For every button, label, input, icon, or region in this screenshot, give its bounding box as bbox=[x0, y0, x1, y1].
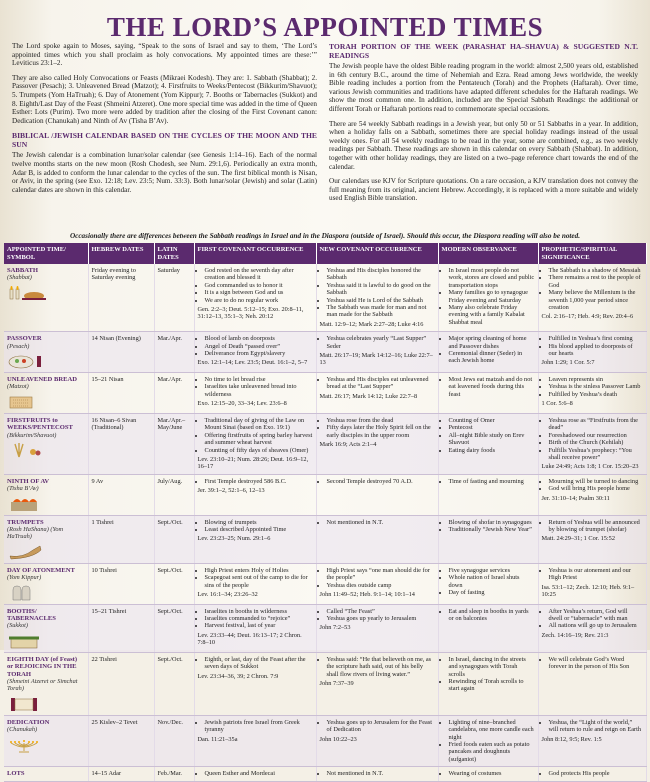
hebrew-date-cell: 15–21 Tishrei bbox=[88, 604, 154, 652]
list-item: • Not mentioned in N.T. bbox=[327, 519, 435, 526]
first-covenant-list bbox=[198, 335, 313, 357]
prophetic-cell bbox=[538, 563, 646, 604]
scripture-reference: Lev. 16:1–34; 23:26–32 bbox=[197, 590, 258, 598]
list-item: • Many families go to synagogue Friday evening and Saturday bbox=[449, 289, 535, 304]
list-item: • Scapegoat sent out of the camp to die for sins of the people bbox=[205, 574, 313, 589]
latin-date-cell: Sept./Oct. bbox=[154, 515, 194, 563]
latin-date-cell: Sept./Oct. bbox=[154, 604, 194, 652]
scripture-reference: Jer. 39:1–2, 52:1–6, 12–13 bbox=[197, 487, 265, 495]
latin-date-cell: Mar./Apr.– May/June bbox=[154, 413, 194, 474]
list-item: • Least described Appointed Time bbox=[205, 526, 313, 533]
feast-hebrew-name: (Yom Kippur) bbox=[7, 574, 42, 582]
latin-date-cell: Feb./Mar. bbox=[154, 767, 194, 781]
prophetic-list bbox=[542, 608, 643, 630]
first-covenant-cell bbox=[194, 715, 316, 766]
list-item: • We are to do no regular work bbox=[205, 297, 313, 304]
scripture-reference: Exo. 12:1–14; Lev. 23:5; Deut. 16:1–2, 5–7 bbox=[197, 359, 308, 367]
list-item: • Second Temple destroyed 70 A.D. bbox=[327, 478, 435, 485]
scripture-reference: Lev. 23:23–25; Num. 29:1–6 bbox=[197, 535, 271, 543]
list-item: • Blowing of trumpets bbox=[205, 519, 313, 526]
feast-name: UNLEAVENED BREAD bbox=[7, 376, 78, 384]
list-item: • Jewish patriots free Israel from Greek tyranny bbox=[205, 719, 313, 734]
list-item: • Eating dairy foods bbox=[449, 447, 535, 454]
new-covenant-list bbox=[320, 608, 435, 623]
scripture-reference: Zech. 14:16–19; Rev. 21:3 bbox=[541, 631, 609, 639]
header-first-covenant: FIRST COVENANT OCCURRENCE bbox=[194, 243, 316, 264]
list-item: • Yeshua is the sinless Passover Lamb bbox=[549, 383, 643, 390]
list-item: • Queen Esther and Mordecai bbox=[205, 770, 313, 777]
list-item: • All nations will go up to Jerusalem bbox=[549, 622, 643, 629]
first-covenant-cell bbox=[194, 652, 316, 715]
first-covenant-cell bbox=[194, 332, 316, 373]
list-item: • Fried foods eaten such as potato pancakes and doughnuts (sufganiot) bbox=[449, 741, 535, 763]
modern-observance-list bbox=[442, 519, 535, 534]
modern-observance-list bbox=[442, 335, 535, 365]
new-covenant-list bbox=[320, 267, 435, 319]
appointed-time-cell bbox=[4, 515, 88, 563]
list-item: • Blowing of shofar in synagogues bbox=[449, 519, 535, 526]
first-covenant-list bbox=[198, 519, 313, 534]
first-covenant-list bbox=[198, 719, 313, 734]
first-covenant-list bbox=[198, 656, 313, 671]
prophetic-cell bbox=[538, 373, 646, 414]
sabbath-readings-paragraph: There are 54 weekly Sabbath readings in a Jewish year, but only 50 or 51 Sabbaths in a year. In addition, when a holiday falls on a Sabbath, sometimes there are special holiday readings instead of the usual weekly ones. For all 54 weekly readings to be read in the year, some are combined, e.g., as two weekly readings per Sabbath. These readings are shown in this calendar on every Sabbath (Shabbat). In addition, together with other holiday readings, they are listed on a two–page reference chart towards the end of the calendar. bbox=[329, 119, 638, 171]
prophetic-cell bbox=[538, 332, 646, 373]
new-covenant-cell bbox=[316, 767, 438, 781]
scripture-reference: John 8:12, 9:5; Rev. 1:5 bbox=[541, 735, 602, 743]
latin-date-cell: Nov./Dec. bbox=[154, 715, 194, 766]
scripture-reference: Jer. 31:10–14; Psalm 30:11 bbox=[541, 494, 610, 502]
modern-observance-list bbox=[442, 719, 535, 763]
intro-right-column bbox=[329, 42, 638, 209]
list-item: • Ceremonial dinner (Seder) in each Jewish home bbox=[449, 350, 535, 365]
matzah-icon bbox=[7, 394, 85, 410]
appointed-time-cell bbox=[4, 264, 88, 332]
prophetic-cell bbox=[538, 474, 646, 515]
table-row bbox=[4, 413, 646, 474]
list-item: • It is a sign between God and us bbox=[205, 289, 313, 296]
new-covenant-list bbox=[320, 519, 435, 526]
prophetic-cell bbox=[538, 767, 646, 781]
new-covenant-cell bbox=[316, 474, 438, 515]
hebrew-date-cell: 25 Kislev–2 Tevet bbox=[88, 715, 154, 766]
table-row bbox=[4, 332, 646, 373]
new-covenant-cell bbox=[316, 264, 438, 332]
intro-scripture-paragraph: The Lord spoke again to Moses, saying, “Speak to the sons of Israel and say to them, ‘The Lord’s appointed times which you shall proclaim as holy convocations. My appointed times are these:’” Leviticus 23:1–2. bbox=[12, 42, 317, 68]
list-item: • In Israel most people do not work, stores are closed and public transportation stops bbox=[449, 267, 535, 289]
torah-portion-paragraph: The Jewish people have the oldest Bible reading program in the world: almost 2,500 years old, established in 6th century B.C., around the time of Nehemiah and Ezra. Read among Jews worldwide, the weekly Bible reading includes a portion from the Pentateuch (Torah) and the Prophets (Haftarah). Over time, various Jewish communities and traditions have adapted different schedules for the Haftarah readings. We show the most common one. In addition, included are the Special Sabbath Readings: the additional or different Torah or Haftarah portions read to commemorate special occasions. bbox=[329, 62, 638, 113]
list-item: • Leaven represents sin bbox=[549, 376, 643, 383]
new-covenant-list bbox=[320, 376, 435, 391]
first-covenant-cell bbox=[194, 413, 316, 474]
feast-name: EIGHTH DAY (of Feast) or REJOICING IN THE TORAH bbox=[7, 655, 78, 678]
list-item: • There remains a rest to the people of God bbox=[549, 274, 643, 289]
prophetic-cell bbox=[538, 715, 646, 766]
temple-fire-icon bbox=[7, 496, 85, 512]
kjv-paragraph: Our calendars use KJV for Scripture quotations. On a rare occasion, a KJV translation does not convey the full meaning from its original, ancient Hebrew. Accordingly, it is replaced with a more suitable and widely used English Bible translation. bbox=[329, 177, 638, 203]
first-covenant-cell bbox=[194, 515, 316, 563]
header-appointed-time: APPOINTED TIME/ SYMBOL bbox=[4, 243, 88, 264]
list-item: • Many believe the Millenium is the seventh 1,000 year period since creation bbox=[549, 289, 643, 311]
appointed-times-table bbox=[4, 243, 647, 782]
scripture-reference: Matt. 26:17; Mark 14:12; Luke 22:7–8 bbox=[319, 392, 418, 400]
feast-name: BOOTHS/ TABERNACLES bbox=[7, 607, 56, 622]
prophetic-cell bbox=[538, 264, 646, 332]
list-item: • No time to let bread rise bbox=[205, 376, 313, 383]
feast-hebrew-name: (Tisha B’Av) bbox=[7, 485, 39, 493]
modern-observance-cell bbox=[438, 604, 538, 652]
prophetic-list bbox=[542, 267, 643, 311]
scripture-reference: Isa. 53:1–12; Zech. 12:10; Heb. 9:1–10:25 bbox=[541, 583, 635, 598]
feast-hebrew-name: (Rosh HaShana) (Yom HaTruah) bbox=[7, 525, 64, 541]
scripture-reference: Lev. 23:33–44; Deut. 16:13–17; 2 Chron. 7:8–10 bbox=[197, 631, 302, 647]
scripture-reference: John 1:29; 1 Cor. 5:7 bbox=[541, 359, 595, 367]
list-item: • Angel of Death “passed over” bbox=[205, 343, 313, 350]
header-latin-dates: LATIN DATES bbox=[154, 243, 194, 264]
modern-observance-list bbox=[442, 656, 535, 693]
list-item: • Whole nation of Israel shuts down bbox=[449, 574, 535, 589]
list-item: • Called “The Feast” bbox=[327, 608, 435, 615]
new-covenant-cell bbox=[316, 604, 438, 652]
list-item: • Yeshua said He is Lord of the Sabbath bbox=[327, 297, 435, 304]
first-covenant-list bbox=[198, 567, 313, 589]
appointed-time-cell bbox=[4, 715, 88, 766]
list-item: • Yeshua rose from the dead bbox=[327, 417, 435, 424]
wheat-sheaf-icon bbox=[7, 442, 85, 458]
first-covenant-cell bbox=[194, 264, 316, 332]
list-item: • Blood of lamb on doorposts bbox=[205, 335, 313, 342]
list-item: • Counting of fifty days of sheaves (Omer) bbox=[205, 447, 313, 454]
list-item: • Most Jews eat matzah and do not eat leavened foods during this feast bbox=[449, 376, 535, 398]
scripture-reference: John 7:2–53 bbox=[319, 624, 351, 632]
feast-name: LOTS bbox=[7, 770, 25, 778]
first-covenant-list bbox=[198, 376, 313, 398]
hebrew-date-cell: Friday evening to Saturday evening bbox=[88, 264, 154, 332]
list-item: • Wearing of costumes bbox=[449, 770, 535, 777]
list-item: • Birth of the Church (Kehilah) bbox=[549, 439, 643, 446]
first-covenant-cell bbox=[194, 373, 316, 414]
modern-observance-cell bbox=[438, 264, 538, 332]
table-row bbox=[4, 767, 646, 781]
diaspora-notice: Occasionally there are differences between the Sabbath readings in Israel and in the Diaspora (outside of Israel). Should this occur, the Diaspora reading will also be noted. bbox=[69, 232, 580, 240]
feast-name: TRUMPETS bbox=[7, 518, 44, 526]
list-item: • Many also celebrate Friday evening with a family Kabalat Shabbat meal bbox=[449, 304, 535, 326]
feast-hebrew-name: (Shabbat) bbox=[7, 274, 32, 282]
feast-hebrew-name: (Bikkurim/Shavuot) bbox=[7, 431, 57, 439]
modern-observance-cell bbox=[438, 515, 538, 563]
first-covenant-list bbox=[198, 267, 313, 304]
prophetic-list bbox=[542, 519, 643, 534]
list-item: • Fulfilled by Yeshua’s death bbox=[549, 391, 643, 398]
new-covenant-list bbox=[320, 770, 435, 777]
new-covenant-cell bbox=[316, 652, 438, 715]
prophetic-list bbox=[542, 770, 643, 777]
new-covenant-list bbox=[320, 719, 435, 734]
list-item: • After Yeshua’s return, God will dwell or “tabernacle” with man bbox=[549, 608, 643, 623]
torah-scroll-icon bbox=[7, 696, 85, 712]
list-item: • Eighth, or last, day of the Feast after the seven days of Sukkot bbox=[205, 656, 313, 671]
prophetic-cell bbox=[538, 652, 646, 715]
latin-date-cell: Sept./Oct. bbox=[154, 563, 194, 604]
list-item: • Yeshua and His disciples honored the Sabbath bbox=[327, 267, 435, 282]
list-item: • Yeshua said it is lawful to do good on the Sabbath bbox=[327, 282, 435, 297]
latin-date-cell: Mar./Apr. bbox=[154, 373, 194, 414]
table-row bbox=[4, 604, 646, 652]
list-item: • Yeshua goes up to Jerusalem for the Feast of Dedication bbox=[327, 719, 435, 734]
seder-plate-icon bbox=[7, 353, 85, 369]
latin-date-cell: Saturday bbox=[154, 264, 194, 332]
list-item: • Harvest festival, last of year bbox=[205, 622, 313, 629]
prophetic-list bbox=[542, 417, 643, 461]
first-covenant-cell bbox=[194, 604, 316, 652]
feast-name: PASSOVER bbox=[7, 335, 42, 343]
list-item: • Pentecost bbox=[449, 424, 535, 431]
modern-observance-cell bbox=[438, 373, 538, 414]
table-row bbox=[4, 373, 646, 414]
modern-observance-list bbox=[442, 608, 535, 623]
list-item: • We will celebrate God’s Word forever in the person of His Son bbox=[549, 656, 643, 671]
modern-observance-cell bbox=[438, 332, 538, 373]
list-item: • Rewinding of Torah scrolls to start again bbox=[449, 678, 535, 693]
new-covenant-list bbox=[320, 567, 435, 589]
appointed-time-cell bbox=[4, 474, 88, 515]
feast-name: FIRSTFRUITS to WEEKS/PENTECOST bbox=[7, 416, 73, 432]
list-item: • Eat and sleep in booths in yards or on balconies bbox=[449, 608, 535, 623]
hebrew-date-cell: 22 Tishrei bbox=[88, 652, 154, 715]
list-item: • Major spring cleaning of home and Passover dishes bbox=[449, 335, 535, 350]
first-covenant-cell bbox=[194, 767, 316, 781]
feast-name: NINTH OF AV bbox=[7, 477, 50, 485]
list-item: • Israelites commanded to “rejoice” bbox=[205, 615, 313, 622]
header-hebrew-dates: HEBREW DATES bbox=[88, 243, 154, 264]
appointed-time-cell bbox=[4, 373, 88, 414]
modern-observance-list bbox=[442, 567, 535, 597]
list-item: • First Temple destroyed 586 B.C. bbox=[205, 478, 313, 485]
list-item: • Lighting of nine–branched candelabra, one more candle each night bbox=[449, 719, 535, 741]
list-item: • God protects His people bbox=[549, 770, 643, 777]
appointed-time-cell bbox=[4, 604, 88, 652]
latin-date-cell: Sept./Oct. bbox=[154, 652, 194, 715]
list-item: • God rested on the seventh day after creation and blessed it bbox=[205, 267, 313, 282]
prophetic-cell bbox=[538, 413, 646, 474]
scripture-reference: John 10:22–23 bbox=[319, 735, 357, 743]
torah-portion-heading: TORAH PORTION OF THE WEEK (PARASHAT HA–SHAVUA) & SUGGESTED N.T. READINGS bbox=[329, 42, 638, 60]
table-row bbox=[4, 264, 646, 332]
new-covenant-cell bbox=[316, 563, 438, 604]
new-covenant-cell bbox=[316, 413, 438, 474]
scripture-reference: Lev. 23:10–21; Num. 28:26; Deut. 16:9–12, 16–17 bbox=[197, 455, 309, 471]
list-item: • High Priest enters Holy of Holies bbox=[205, 567, 313, 574]
header-modern-observance: MODERN OBSERVANCE bbox=[438, 243, 538, 264]
page-title: THE LORD’S APPOINTED TIMES bbox=[106, 12, 544, 42]
list-item: • Fifty days later the Holy Spirit fell on the early disciples in the upper room bbox=[327, 424, 435, 439]
first-covenant-cell bbox=[194, 474, 316, 515]
scripture-reference: Mark 16:9; Acts 2:1–4 bbox=[319, 441, 377, 449]
feast-hebrew-name: (Sukkot) bbox=[7, 622, 28, 630]
list-item: • High Priest says “one man should die for the people” bbox=[327, 567, 435, 582]
tablets-icon bbox=[7, 585, 85, 601]
modern-observance-cell bbox=[438, 563, 538, 604]
modern-observance-cell bbox=[438, 474, 538, 515]
new-covenant-cell bbox=[316, 373, 438, 414]
list-item: • Yeshua dies outside camp bbox=[327, 582, 435, 589]
scripture-reference: Dan. 11:21–35a bbox=[197, 735, 238, 743]
prophetic-list bbox=[542, 335, 643, 357]
new-covenant-cell bbox=[316, 715, 438, 766]
hebrew-date-cell: 14–15 Adar bbox=[88, 767, 154, 781]
latin-date-cell: July/Aug. bbox=[154, 474, 194, 515]
list-item: • Israelites in booths in wilderness bbox=[205, 608, 313, 615]
hebrew-date-cell: 1 Tishrei bbox=[88, 515, 154, 563]
feast-name: DAY OF ATONEMENT bbox=[7, 566, 75, 574]
feast-name: DEDICATION bbox=[7, 718, 50, 726]
first-covenant-list bbox=[198, 770, 313, 777]
prophetic-list bbox=[542, 478, 643, 493]
modern-observance-list bbox=[442, 267, 535, 326]
hebrew-date-cell: 15–21 Nisan bbox=[88, 373, 154, 414]
feast-name: SABBATH bbox=[7, 267, 39, 274]
intro-left-column bbox=[12, 42, 317, 200]
scripture-reference: Matt. 24:29–31; 1 Cor. 15:52 bbox=[541, 535, 615, 543]
prophetic-cell bbox=[538, 604, 646, 652]
modern-observance-list bbox=[442, 478, 535, 485]
list-item: • Israelites take unleavened bread into wilderness bbox=[205, 383, 313, 398]
feast-hebrew-name: (Matzot) bbox=[7, 383, 29, 391]
list-item: • His blood applied to doorposts of our hearts bbox=[549, 343, 643, 358]
scripture-reference: Exo. 12:15–20, 33–34; Lev. 23:6–8 bbox=[197, 400, 287, 408]
new-covenant-cell bbox=[316, 515, 438, 563]
first-covenant-list bbox=[198, 417, 313, 454]
table-row bbox=[4, 515, 646, 563]
list-item: • The Sabbath was made for man and not man made for the Sabbath bbox=[327, 304, 435, 319]
list-item: • Not mentioned in N.T. bbox=[327, 770, 435, 777]
table-row bbox=[4, 474, 646, 515]
shofar-icon bbox=[7, 544, 85, 560]
new-covenant-list bbox=[320, 656, 435, 678]
list-item: • Yeshua said: “He that believeth on me, as the scripture hath said, out of his belly shall flow rivers of living water.” bbox=[327, 656, 435, 678]
scripture-reference: Lev. 23:34–36, 39; 2 Chron. 7:9 bbox=[197, 672, 279, 680]
list-item: • God commanded us to honor it bbox=[205, 282, 313, 289]
modern-observance-list bbox=[442, 376, 535, 398]
list-item: • Yeshua goes up yearly to Jerusalem bbox=[327, 615, 435, 622]
hebrew-date-cell: 16 Nisan–6 Sivan (Traditional) bbox=[88, 413, 154, 474]
header-new-covenant: NEW COVENANT OCCURRENCE bbox=[316, 243, 438, 264]
new-covenant-list bbox=[320, 478, 435, 485]
latin-date-cell: Mar./Apr. bbox=[154, 332, 194, 373]
feast-hebrew-name: (Chanukah) bbox=[7, 726, 38, 734]
first-covenant-list bbox=[198, 608, 313, 630]
modern-observance-cell bbox=[438, 413, 538, 474]
scripture-reference: Gen. 2:2–3; Deut. 5:12–15; Exo. 20:8–11, 31:12–13, 35:1–3; Neh. 20:12 bbox=[197, 306, 304, 321]
modern-observance-list bbox=[442, 770, 535, 777]
modern-observance-list bbox=[442, 417, 535, 454]
list-item: • Traditional day of giving of the Law on Mount Sinai (based on Exo. 19:1) bbox=[205, 417, 313, 432]
list-item: • All–night Bible study on Erev Shavuot bbox=[449, 432, 535, 447]
hebrew-date-cell: 14 Nisan (Evening) bbox=[88, 332, 154, 373]
prophetic-list bbox=[542, 656, 643, 671]
prophetic-cell bbox=[538, 515, 646, 563]
modern-observance-cell bbox=[438, 715, 538, 766]
list-item: • In Israel, dancing in the streets and synagogues with Torah scrolls bbox=[449, 656, 535, 678]
list-item: • Yeshua, the “Light of the world,” will return to rule and reign on Earth bbox=[549, 719, 643, 734]
scripture-reference: Col. 2:16–17; Heb. 4:9; Rev. 20:4–6 bbox=[541, 313, 634, 321]
scripture-reference: 1 Cor. 5:6–8 bbox=[541, 400, 573, 408]
prophetic-list bbox=[542, 567, 643, 582]
list-item: • Fulfills Yeshua’s prophecy: “You shall receive power” bbox=[549, 447, 643, 462]
appointed-time-cell bbox=[4, 413, 88, 474]
table-row bbox=[4, 563, 646, 604]
calendar-paragraph: The Jewish calendar is a combination lunar/solar calendar (see Genesis 1:14–16). Each of the normal twelve months starts on the new moon (Rosh Chodesh, see Num. 29:1,6). Periodically an extra month, Adar B, is added to conform the lunar calendar to the cycles of the sun. The first biblical month is Nisan, or Aviv, in the spring (see Exo. 12:18; Lev. 23:5; Num. 33:3). Both lunar/solar (Jewish) and solar (Latin) calendar dates are shown in this calendar. bbox=[12, 151, 317, 194]
list-item: • God will bring His people home bbox=[549, 485, 643, 492]
new-covenant-cell bbox=[316, 332, 438, 373]
hebrew-date-cell: 10 Tishrei bbox=[88, 563, 154, 604]
scripture-reference: Luke 24:49; Acts 1:8; 1 Cor. 15:20–23 bbox=[541, 463, 639, 471]
hebrew-date-cell: 9 Av bbox=[88, 474, 154, 515]
list-item: • Counting of Omer bbox=[449, 417, 535, 424]
scripture-reference: John 7:37–39 bbox=[319, 680, 354, 687]
table-row bbox=[4, 652, 646, 715]
prophetic-list bbox=[542, 719, 643, 734]
list-item: • Foreshadowed our resurrection bbox=[549, 432, 643, 439]
appointed-time-cell bbox=[4, 563, 88, 604]
list-item: • Fulfilled in Yeshua’s first coming bbox=[549, 335, 643, 342]
scripture-reference: John 11:49–52; Heb. 9:1–14; 10:1–14 bbox=[319, 590, 415, 598]
candles-challah-icon bbox=[7, 285, 85, 301]
first-covenant-list bbox=[198, 478, 313, 485]
list-item: • Day of fasting bbox=[449, 589, 535, 596]
list-item: • Deliverance from Egypt/slavery bbox=[205, 350, 313, 357]
list-item: • Yeshua celebrates yearly “Last Supper” Seder bbox=[327, 335, 435, 350]
list-item: • Offering firstfruits of spring barley harvest and summer wheat harvest bbox=[205, 432, 313, 447]
prophetic-list bbox=[542, 376, 643, 398]
table-header-row bbox=[4, 243, 646, 264]
list-item: • Mourning will be turned to dancing bbox=[549, 478, 643, 485]
appointed-time-cell bbox=[4, 652, 88, 715]
table-body bbox=[4, 264, 646, 781]
list-item: • Yeshua and His disciples eat unleavened bread at the “Last Supper” bbox=[327, 376, 435, 391]
sukkah-icon bbox=[7, 633, 85, 649]
scripture-reference: Matt. 12:9–12; Mark 2:27–28; Luke 4:16 bbox=[319, 320, 424, 328]
list-item: • Return of Yeshua will be announced by blowing of trumpet (shofar) bbox=[549, 519, 643, 534]
menorah-icon bbox=[7, 737, 85, 753]
modern-observance-cell bbox=[438, 767, 538, 781]
appointed-time-cell bbox=[4, 767, 88, 781]
modern-observance-cell bbox=[438, 652, 538, 715]
list-item: • Time of fasting and mourning bbox=[449, 478, 535, 485]
scripture-reference: Matt. 26:17–19; Mark 14:12–16; Luke 22:7–13 bbox=[319, 352, 433, 367]
list-item: • Yeshua rose as “Firstfruits from the dead” bbox=[549, 417, 643, 432]
first-covenant-cell bbox=[194, 563, 316, 604]
table-row bbox=[4, 715, 646, 766]
calendar-heading: BIBLICAL /JEWISH CALENDAR BASED ON THE CYCLES OF THE MOON AND THE SUN bbox=[12, 131, 317, 150]
feast-hebrew-name: (Shmeini Atzeret or Simchat Torah) bbox=[7, 678, 78, 693]
feast-hebrew-name: (Pesach) bbox=[7, 342, 30, 350]
list-item: • Five synagogue services bbox=[449, 567, 535, 574]
new-covenant-list bbox=[320, 417, 435, 439]
new-covenant-list bbox=[320, 335, 435, 350]
header-prophetic: PROPHETIC/SPIRITUAL SIGNIFICANCE bbox=[538, 243, 646, 264]
list-item: • Yeshua is our atonement and our High Priest bbox=[549, 567, 643, 582]
list-item: • The Sabbath is a shadow of Messiah bbox=[549, 267, 643, 274]
convocations-paragraph: They are also called Holy Convocations or Feasts (Mikraei Kodesh). They are: 1. Sabbath (Shabbat); 2. Passover (Pesach); 3. Unleavened Bread (Matzot); 4. Firstfruits to Weeks/Pentecost (Bikkurim/Shavuot); 5. Trumpets (Yom HaTruah); 6. Day of Atonement (Yom Kippur); 7. Booths or Tabernacles (Sukkot) and 8. Eighth/Last Day of the Feast (Shmeini Atzeret). One more special time was added in the time of Queen Esther: Lots (Purim). Two more were added by tradition after the closing of the First Covenant canon: Dedication (Chanukah) and Ninth of Av (Tisha B’Av). bbox=[12, 73, 317, 125]
list-item: • Traditionally “Jewish New Year” bbox=[449, 526, 535, 533]
appointed-time-cell bbox=[4, 332, 88, 373]
